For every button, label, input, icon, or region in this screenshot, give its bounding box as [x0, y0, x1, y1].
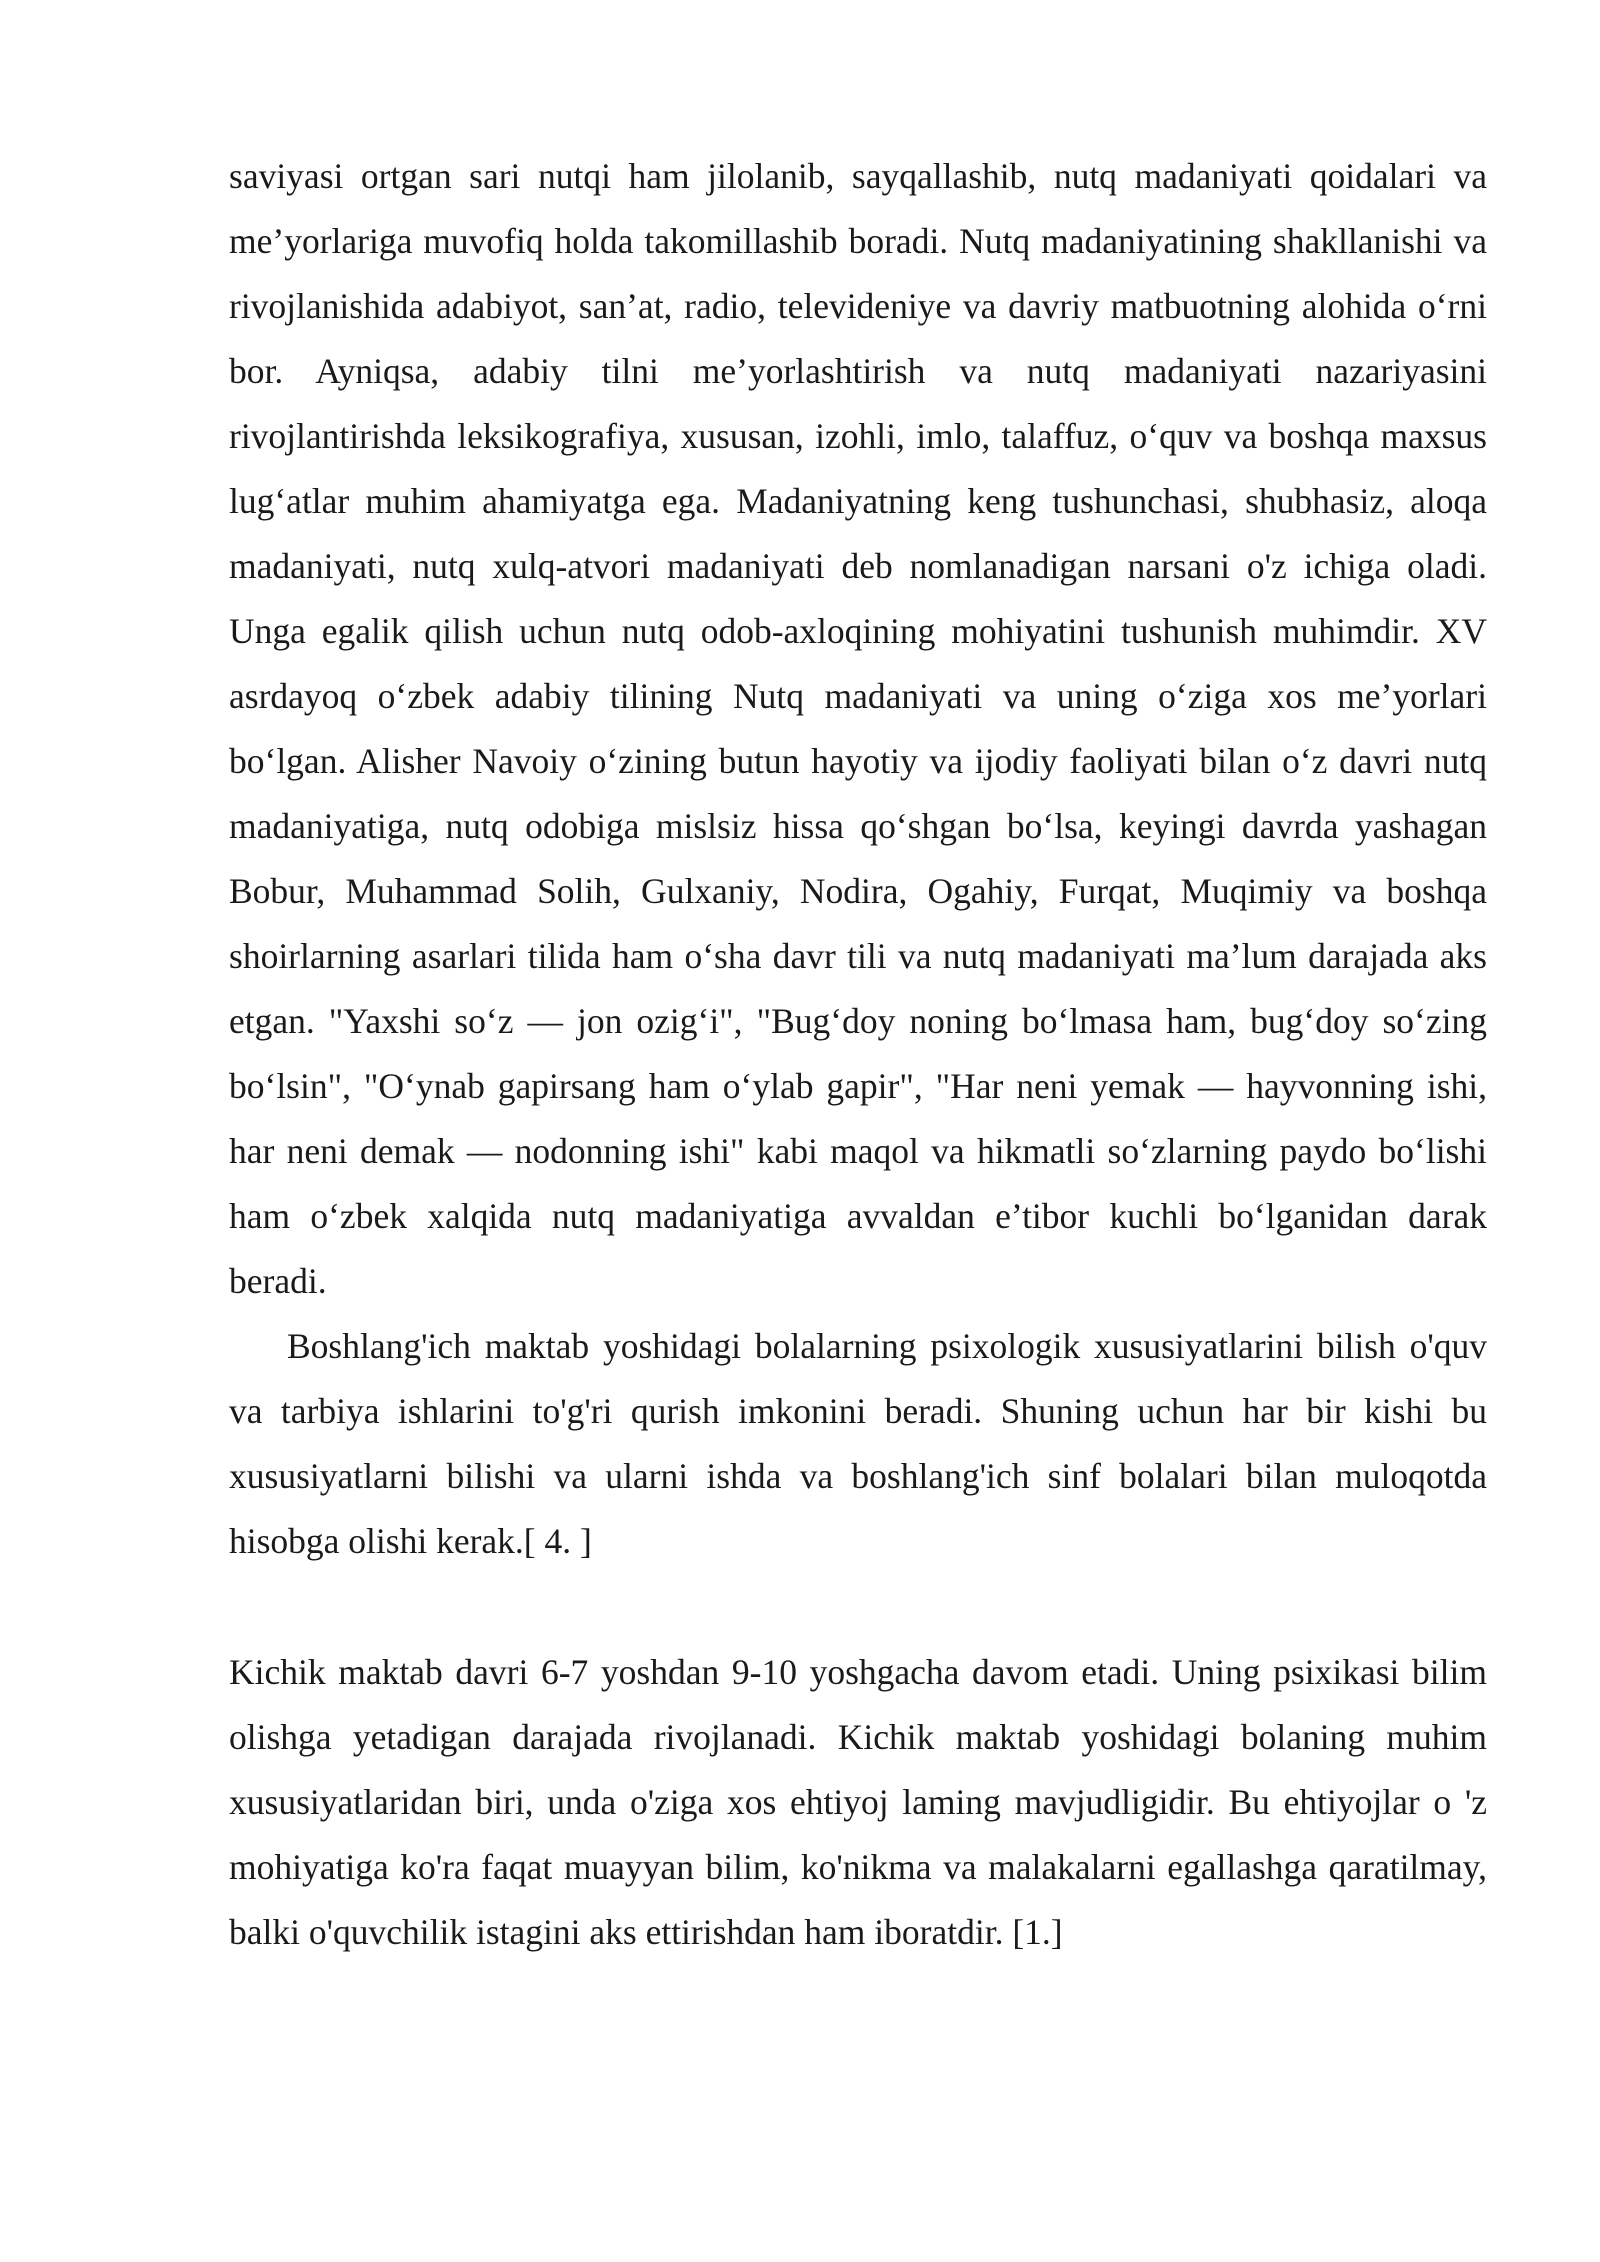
- text-block-school-age: [229, 1640, 1487, 1965]
- text-block-psychology: [229, 1314, 1487, 1574]
- paragraph-school-age: Kichik maktab davri 6-7 yoshdan 9-10 yoshgacha davom etadi. Uning psixikasi bilim olishga yetadigan darajada rivojlanadi. Kichik maktab yoshidagi bolaning muhim xususiyatlaridan biri, unda o'ziga xos ehtiyoj laming mavjudligidir. Bu ehtiyojlar o 'z mohiyatiga ko'ra faqat muayyan bilim, ko'nikma va malakalarni egallashga qaratilmay, balki o'quvchilik istagini aks ettirishdan ham iboratdir. [1.]: [229, 1652, 1487, 1952]
- text-block-continuation: [229, 144, 1487, 1314]
- paragraph-speech-culture: saviyasi ortgan sari nutqi ham jilolanib, sayqallashib, nutq madaniyati qoidalari va me’yorlariga muvofiq holda takomillashib boradi. Nutq madaniyatining shakllanishi va rivojlanishida adabiyot, san’at, radio, televideniye va davriy matbuotning alohida o‘rni bor. Ayniqsa, adabiy tilni me’yorlashtirish va nutq madaniyati nazariyasini rivojlantirishda leksikografiya, xususan, izohli, imlo, talaffuz, o‘quv va boshqa maxsus lug‘atlar muhim ahamiyatga ega. Madaniyatning keng tushunchasi, shubhasiz, aloqa madaniyati, nutq xulq-atvori madaniyati deb nomlanadigan narsani o'z ichiga oladi. Unga egalik qilish uchun nutq odob-axloqining mohiyatini tushunish muhimdir. XV asrdayoq o‘zbek adabiy tilining Nutq madaniyati va uning o‘ziga xos me’yorlari bo‘lgan. Alisher Navoiy o‘zining butun hayotiy va ijodiy faoliyati bilan o‘z davri nutq madaniyatiga, nutq odobiga mislsiz hissa qo‘shgan bo‘lsa, keyingi davrda yashagan Bobur, Muhammad Solih, Gulxaniy, Nodira, Ogahiy, Furqat, Muqimiy va boshqa shoirlarning asarlari tilida ham o‘sha davr tili va nutq madaniyati ma’lum darajada aks etgan. "Yaxshi so‘z — jon ozig‘i", "Bug‘doy noning bo‘lmasa ham, bug‘doy so‘zing bo‘lsin", "O‘ynab gapirsang ham o‘ylab gapir", "Har neni yemak — hayvonning ishi, har neni demak — nodonning ishi" kabi maqol va hikmatli so‘zlarning paydo bo‘lishi ham o‘zbek xalqida nutq madaniyatiga avvaldan e’tibor kuchli bo‘lganidan darak beradi.: [229, 156, 1487, 1301]
- paragraph-psychology: Boshlang'ich maktab yoshidagi bolalarning psixologik xususiyatlarini bilish o'quv va tarbiya ishlarini to'g'ri qurish imkonini beradi. Shuning uchun har bir kishi bu xususiyatlarni bilishi va ularni ishda va boshlang'ich sinf bolalari bilan muloqotda hisobga olishi kerak.[ 4. ]: [229, 1326, 1487, 1561]
